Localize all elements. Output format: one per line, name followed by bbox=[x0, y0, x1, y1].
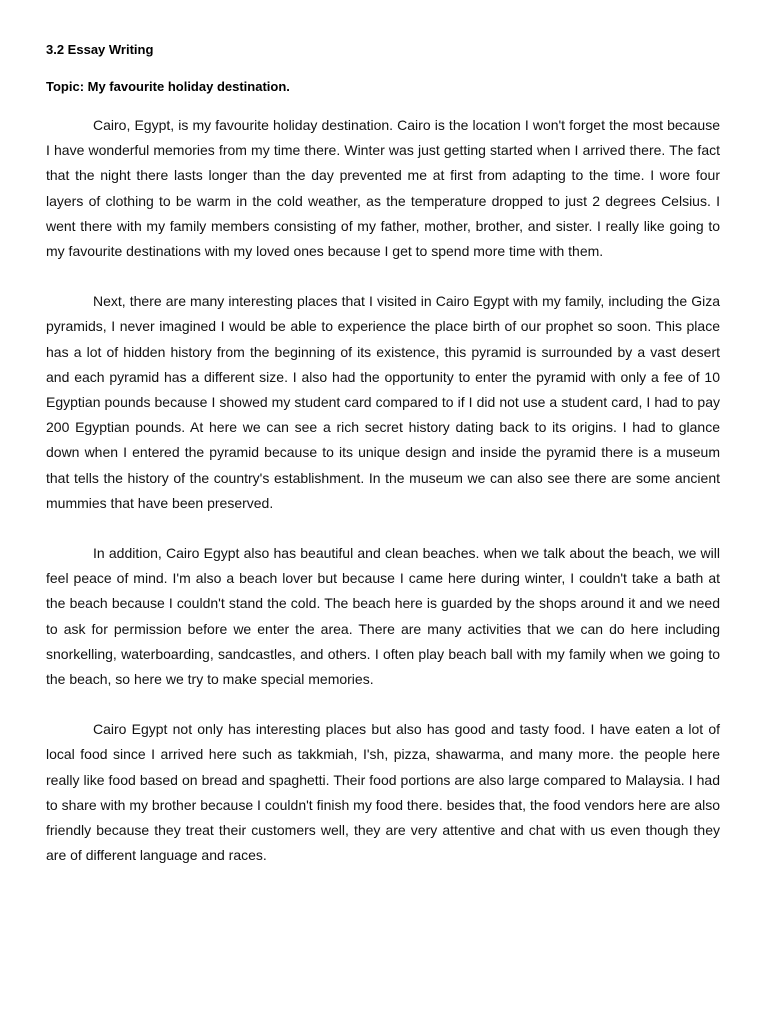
section-title: 3.2 Essay Writing bbox=[46, 42, 154, 57]
essay-body bbox=[46, 113, 720, 893]
paragraph-4: Cairo Egypt not only has interesting places but also has good and tasty food. I have eaten a lot of local food since I arrived here such as takkmiah, I'sh, pizza, shawarma, and many more. the people here really like food based on bread and spaghetti. Their food portions are also large compared to Malaysia. I had to share with my brother because I couldn't finish my food there. besides that, the food vendors here are also friendly because they treat their customers well, they are very attentive and chat with us even though they are of different language and races. bbox=[46, 721, 720, 864]
essay-topic: Topic: My favourite holiday destination. bbox=[46, 79, 290, 94]
paragraph-3: In addition, Cairo Egypt also has beautiful and clean beaches. when we talk about the beach, we will feel peace of mind. I'm also a beach lover but because I came here during winter, I couldn't take a bath at the beach because I couldn't stand the cold. The beach here is guarded by the shops around it and we need to ask for permission before we enter the area. There are many activities that we can do here including snorkelling, waterboarding, sandcastles, and others. I often play beach ball with my family when we going to the beach, so here we try to make special memories. bbox=[46, 545, 720, 688]
paragraph-1: Cairo, Egypt, is my favourite holiday destination. Cairo is the location I won't forget the most because I have wonderful memories from my time there. Winter was just getting started when I arrived there. The fact that the night there lasts longer than the day prevented me at first from adapting to the time. I wore four layers of clothing to be warm in the cold weather, as the temperature dropped to just 2 degrees Celsius. I went there with my family members consisting of my father, mother, brother, and sister. I really like going to my favourite destinations with my loved ones because I get to spend more time with them. bbox=[46, 117, 720, 260]
paragraph-2: Next, there are many interesting places that I visited in Cairo Egypt with my family, including the Giza pyramids, I never imagined I would be able to experience the place birth of our prophet so soon. This place has a lot of hidden history from the beginning of its existence, this pyramid is surrounded by a vast desert and each pyramid has a different size. I also had the opportunity to enter the pyramid with only a fee of 10 Egyptian pounds because I showed my student card compared to if I did not use a student card, I had to pay 200 Egyptian pounds. At here we can see a rich secret history dating back to its origins. I had to glance down when I entered the pyramid because to its unique design and inside the pyramid there is a museum that tells the history of the country's establishment. In the museum we can also see there are some ancient mummies that have been preserved. bbox=[46, 293, 720, 511]
